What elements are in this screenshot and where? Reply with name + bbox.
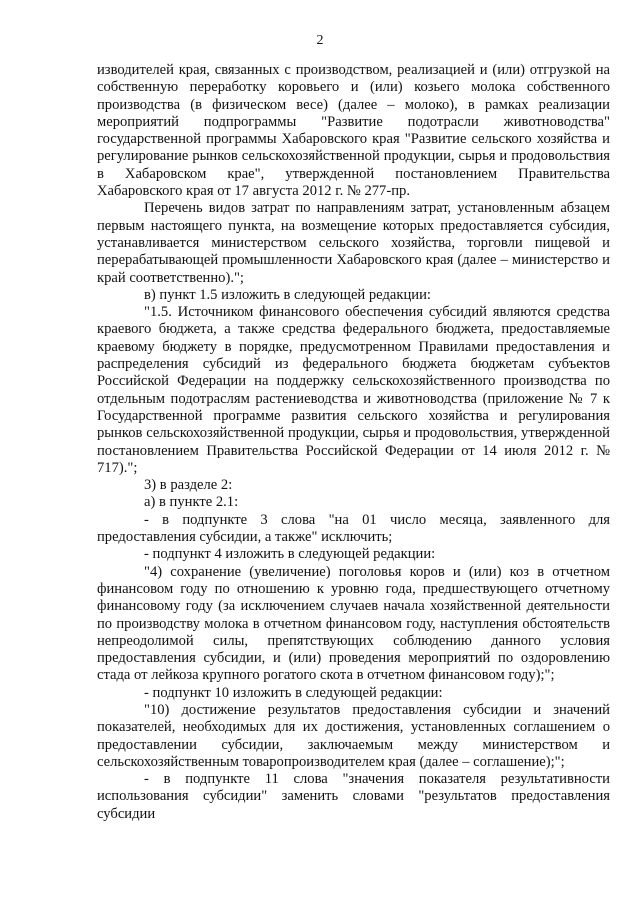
paragraph: - в подпункте 11 слова "значения показателя результативности использования субсидии" заменить словами "результатов предоставления субсидии <box>97 771 610 822</box>
paragraph: "1.5. Источником финансового обеспечения субсидий являются средства краевого бюджета, а также средства федерального бюджета, предоставляемые краевому бюджету в порядке, предусмотренном Правилами предоставления и распределения субсидий из федерального бюджета бюджетам субъектов Российской Федерации на поддержку сельскохозяйственного производства по отдельным подотраслям растениеводства и животноводства (приложение № 7 к Государственной программе развития сельского хозяйства и регулирования рынков сельскохозяйственной продукции, сырья и продовольствия, утвержденной постановлением Правительства Российской Федерации от 14 июля 2012 г. № 717)."; <box>97 304 610 476</box>
paragraph: в) пункт 1.5 изложить в следующей редакции: <box>144 286 431 303</box>
paragraph: а) в пункте 2.1: <box>144 494 239 511</box>
paragraph: - в подпункте 3 слова "на 01 число месяца, заявленного для предоставления субсидии, а также" исключить; <box>97 511 610 546</box>
page-number: 2 <box>316 33 324 48</box>
paragraph: "4) сохранение (увеличение) поголовья коров и (или) коз в отчетном финансовом году по отношению к уровню года, предшествующего отчетному финансовому году (за исключением случаев начала хозяйственной деятельности по производству молока в отчетном финансовом году, наступления обстоятельств непреодолимой силы, препятствующих соблюдению данного условия предоставления субсидии, и (или) проведения мероприятий по оздоровлению стада от лейкоза крупного рогатого скота в отчетном финансовом году);"; <box>97 563 610 684</box>
paragraph: "10) достижение результатов предоставления субсидии и значений показателей, необходимых для их достижения, установленных соглашением о предоставлении субсидии, заключаемым между министерством и сельскохозяйственным товаропроизводителем края (далее – соглашение);"; <box>97 701 610 770</box>
paragraph: 3) в разделе 2: <box>144 477 233 494</box>
paragraph: - подпункт 4 изложить в следующей редакции: <box>144 546 436 563</box>
paragraph: изводителей края, связанных с производством, реализацией и (или) отгрузкой на собственную переработку коровьего и (или) козьего молока собственного производства (в физическом весе) (далее – молоко), в рамках реализации мероприятий подпрограммы "Развитие подотрасли животноводства" государственной программы Хабаровского края "Развитие сельского хозяйства и регулирование рынков сельскохозяйственной продукции, сырья и продовольствия в Хабаровском крае", утвержденной постановлением Правительства Хабаровского края от 17 августа 2012 г. № 277-пр. <box>97 62 610 200</box>
document-body <box>97 62 610 823</box>
paragraph: Перечень видов затрат по направлениям затрат, установленным абзацем первым настоящего пункта, на возмещение которых предоставляется субсидия, устанавливается министерством сельского хозяйства, торговли пищевой и перерабатывающей промышленности Хабаровского края (далее – министерство и край соответственно)."; <box>97 200 610 286</box>
paragraph: - подпункт 10 изложить в следующей редакции: <box>144 684 443 701</box>
